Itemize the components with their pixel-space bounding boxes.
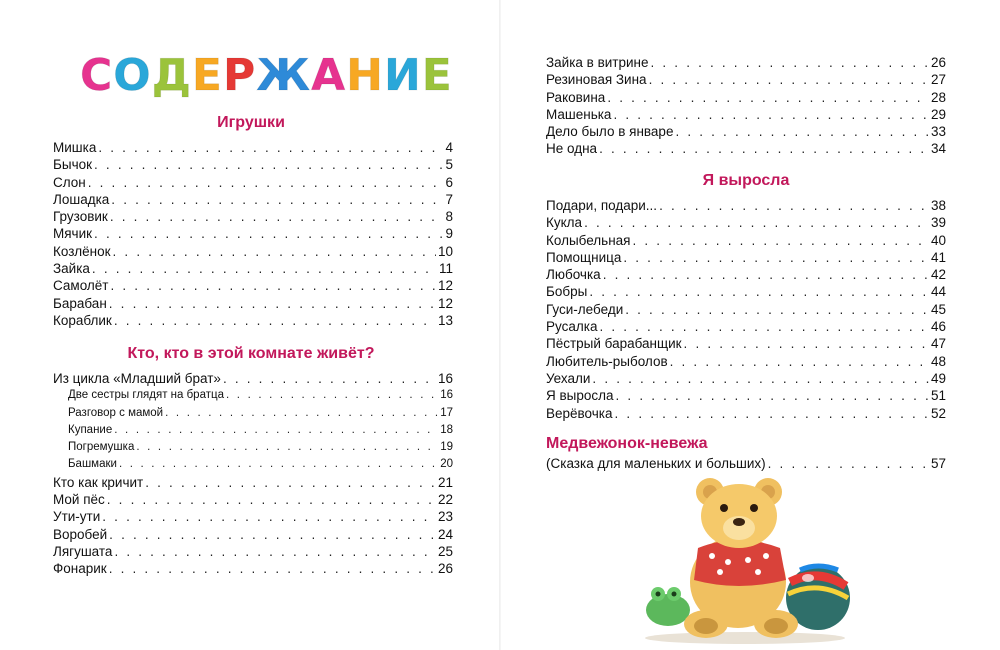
frog-toy-icon [646, 587, 690, 626]
toc-entry [53, 260, 453, 277]
toc-page-number: 19 [440, 441, 453, 454]
toc-leader-dots [623, 249, 929, 266]
title-letter: Е [421, 50, 453, 101]
toc-entry-title: Колыбельная [546, 232, 631, 248]
toc-leader-dots [98, 139, 443, 156]
toc-subentry [53, 405, 453, 422]
toc-entry [53, 191, 453, 208]
toc-leader-dots [613, 106, 929, 123]
toc-leader-dots [615, 405, 929, 422]
toc-entry [546, 89, 946, 106]
toc-list-continued [546, 54, 946, 158]
toc-entry [546, 54, 946, 71]
toc-entry [53, 491, 453, 508]
toc-entry [546, 283, 946, 300]
toc-entry [546, 197, 946, 214]
toc-leader-dots [88, 174, 444, 191]
toc-entry-title: Две сестры глядят на братца [68, 389, 224, 402]
toc-entry-title: Башмаки [68, 458, 117, 471]
toc-page-number: 16 [437, 371, 453, 386]
toc-entry-title: Верёвочка [546, 405, 613, 421]
toc-entry [546, 335, 946, 352]
toc-leader-dots [109, 560, 436, 577]
toc-entry-title: Я выросла [546, 388, 614, 404]
toc-entry-title: Русалка [546, 319, 598, 335]
toc-page-number: 27 [930, 72, 946, 88]
toc-subentry [53, 422, 453, 439]
toc-entry [546, 370, 946, 387]
toc-page-number: 26 [930, 55, 946, 70]
toc-entry-title: Кто как кричит [53, 474, 144, 490]
section-heading-toys: Игрушки [217, 114, 285, 131]
toc-leader-dots [119, 456, 438, 473]
toc-leader-dots [632, 232, 928, 249]
toc-page-number: 5 [445, 157, 453, 173]
toc-page-number: 8 [445, 209, 453, 225]
toc-entry-title: Лошадка [53, 191, 110, 207]
toc-entry [546, 214, 946, 231]
toc-entry-title: Любочка [546, 267, 601, 283]
toc-entry [53, 174, 453, 191]
toc-list-grew-up [546, 197, 946, 422]
toc-leader-dots [226, 387, 438, 404]
toc-entry-title: Кораблик [53, 312, 112, 328]
toc-page-number: 33 [930, 124, 946, 140]
toc-leader-dots [109, 526, 436, 543]
toc-entry [546, 405, 946, 422]
toc-entry [53, 526, 453, 543]
toc-entry-title: Ути-ути [53, 509, 101, 525]
toc-leader-dots [102, 508, 436, 525]
toc-entry [53, 543, 453, 560]
toc-page-number: 45 [930, 301, 946, 317]
toc-leader-dots [659, 197, 929, 214]
toc-entry-title: Грузовик [53, 209, 108, 225]
title-letter: Ж [256, 50, 312, 101]
toc-leader-dots [165, 405, 438, 422]
toc-entry-title: Кукла [546, 215, 583, 231]
toc-page-number: 49 [930, 370, 946, 386]
title-letter: Р [222, 50, 257, 101]
toc-subentry [53, 387, 453, 404]
toc-entry-title: Бычок [53, 157, 93, 173]
toc-entry [53, 243, 453, 260]
right-page [500, 0, 1000, 650]
toc-leader-dots [92, 260, 437, 277]
title-letter: А [311, 50, 347, 101]
toc-page-number: 26 [437, 561, 453, 577]
toc-page-number: 47 [930, 336, 946, 352]
toc-entry-title: Уехали [546, 370, 591, 386]
toc-page-number: 6 [445, 174, 453, 190]
title-letter: С [80, 50, 114, 101]
toc-page-number: 34 [930, 141, 946, 157]
toc-entry [546, 387, 946, 404]
toc-entry-title: Самолёт [53, 278, 109, 294]
toc-page-number: 44 [930, 284, 946, 300]
toc-page-number: 20 [440, 458, 453, 471]
toc-entry [546, 249, 946, 266]
toc-leader-dots [109, 295, 436, 312]
toc-page-number: 16 [440, 389, 453, 402]
toc-entry-title: Купание [68, 423, 113, 436]
title-letter: Н [346, 50, 384, 101]
title-letter: Е [191, 50, 223, 101]
toc-entry-title: Погремушка [68, 441, 135, 454]
toc-leader-dots [625, 301, 929, 318]
toc-leader-dots [589, 283, 929, 300]
toc-leader-dots [616, 387, 929, 404]
toc-leader-dots [607, 89, 929, 106]
toc-entry [53, 225, 453, 242]
toc-page-number: 48 [930, 353, 946, 369]
toc-entry-title: Помощница [546, 249, 622, 265]
toc-leader-dots [670, 353, 929, 370]
toc-entry [546, 318, 946, 335]
toc-page-number: 4 [445, 140, 453, 155]
toc-entry [546, 266, 946, 283]
toc-entry-title: Мой пёс [53, 492, 105, 508]
toc-leader-dots [114, 312, 436, 329]
toc-entry-title: Воробей [53, 526, 108, 542]
toc-page-number: 25 [437, 543, 453, 559]
toc-page-number: 28 [930, 89, 946, 105]
toc-entry-title: Разговор с мамой [68, 406, 164, 419]
toc-page-number: 22 [437, 492, 453, 508]
toc-leader-dots [136, 439, 438, 456]
toc-page-number: 7 [445, 191, 453, 207]
page-title [80, 50, 453, 101]
toc-entry-title: Резиновая Зина [546, 72, 647, 88]
toc-page-number: 38 [930, 198, 946, 213]
toc-list-toys [53, 139, 453, 329]
toc-entry-title: (Сказка для маленьких и больших) [546, 456, 766, 471]
toc-leader-dots [223, 370, 436, 387]
toc-leader-dots [603, 266, 929, 283]
toc-leader-dots [114, 422, 438, 439]
toc-leader-dots [651, 54, 929, 71]
toc-leader-dots [584, 214, 929, 231]
toc-entry [546, 123, 946, 140]
toc-entry-title: Козлёнок [53, 243, 111, 259]
toc-page-number: 12 [437, 295, 453, 311]
teddy-bear-icon [684, 478, 798, 638]
teddy-bear-illustration [640, 470, 850, 645]
toc-leader-dots [599, 140, 929, 157]
toc-entry-title: Фонарик [53, 561, 107, 577]
toc-entry [546, 106, 946, 123]
toc-entry-title: Мишка [53, 140, 97, 155]
toc-leader-dots [675, 123, 929, 140]
toc-page-number: 23 [437, 509, 453, 525]
toc-page-number: 42 [930, 267, 946, 283]
toc-leader-dots [649, 71, 929, 88]
toc-entry [53, 139, 453, 156]
title-letter: Д [151, 50, 192, 101]
toc-page-number: 13 [437, 312, 453, 328]
section-heading-room: Кто, кто в этой комнате живёт? [127, 345, 375, 362]
toc-entry-title: Дело было в январе [546, 124, 674, 140]
toc-page-number: 52 [930, 405, 946, 421]
toc-leader-dots [110, 277, 435, 294]
toc-leader-dots [599, 318, 929, 335]
toc-entry-title: Зайка [53, 261, 90, 277]
toc-leader-dots [113, 243, 436, 260]
toc-entry-title: Бобры [546, 284, 588, 300]
toc-entry [53, 370, 453, 387]
toc-leader-dots [110, 208, 444, 225]
toc-entry [53, 560, 453, 577]
toc-entry-title: Мячик [53, 226, 93, 242]
toc-leader-dots [94, 156, 443, 173]
toc-entry-title: Барабан [53, 295, 107, 311]
toc-leader-dots [111, 191, 443, 208]
toc-page-number: 12 [437, 278, 453, 294]
title-letter: О [113, 50, 152, 101]
toc-page-number: 24 [437, 526, 453, 542]
toc-entry-title: Машенька [546, 106, 612, 122]
toc-page-number: 18 [440, 423, 453, 436]
toc-entry-title: Из цикла «Младший брат» [53, 371, 221, 386]
toc-page-number: 51 [930, 388, 946, 404]
section-heading-grew-up: Я выросла [702, 172, 790, 189]
toc-entry [546, 353, 946, 370]
toc-entry [546, 232, 946, 249]
toc-entry [53, 156, 453, 173]
toc-subentry [53, 456, 453, 473]
toc-page-number: 40 [930, 232, 946, 248]
toc-entry-title: Слон [53, 174, 86, 190]
toc-leader-dots [94, 225, 443, 242]
toc-leader-dots [684, 335, 929, 352]
section-heading-bear-cub: Медвежонок-невежа [546, 435, 708, 452]
toc-entry-title: Лягушата [53, 543, 113, 559]
toc-entry-title: Гуси-лебеди [546, 301, 624, 317]
toc-page-number: 10 [437, 243, 453, 259]
toc-page-number: 29 [930, 106, 946, 122]
toc-leader-dots [592, 370, 929, 387]
toc-page-number: 39 [930, 215, 946, 231]
toc-entry [53, 208, 453, 225]
toc-page-number: 11 [438, 261, 453, 277]
toc-page-number: 41 [930, 249, 946, 265]
toc-entry [53, 508, 453, 525]
toc-leader-dots [107, 491, 436, 508]
toc-list-room [53, 370, 453, 578]
toc-subentry [53, 439, 453, 456]
toc-leader-dots [114, 543, 436, 560]
toc-entry [53, 312, 453, 329]
toc-entry-title: Раковина [546, 89, 606, 105]
title-letter: И [383, 50, 422, 101]
toc-page-number: 17 [440, 406, 453, 419]
toc-entry-title: Зайка в витрине [546, 55, 649, 70]
toc-entry [53, 277, 453, 294]
toc-page-number: 57 [930, 456, 946, 471]
toc-entry-title: Не одна [546, 141, 598, 157]
toc-entry [53, 295, 453, 312]
toc-entry-title: Пёстрый барабанщик [546, 336, 682, 352]
toc-page-number: 46 [930, 319, 946, 335]
toc-entry [53, 474, 453, 491]
toc-page-number: 21 [437, 474, 453, 490]
toc-page-number: 9 [445, 226, 453, 242]
toc-entry-title: Любитель-рыболов [546, 353, 668, 369]
toc-entry [546, 140, 946, 157]
toc-entry [546, 301, 946, 318]
toc-entry [546, 71, 946, 88]
toc-entry-title: Подари, подари... [546, 198, 658, 213]
toc-leader-dots [145, 474, 436, 491]
